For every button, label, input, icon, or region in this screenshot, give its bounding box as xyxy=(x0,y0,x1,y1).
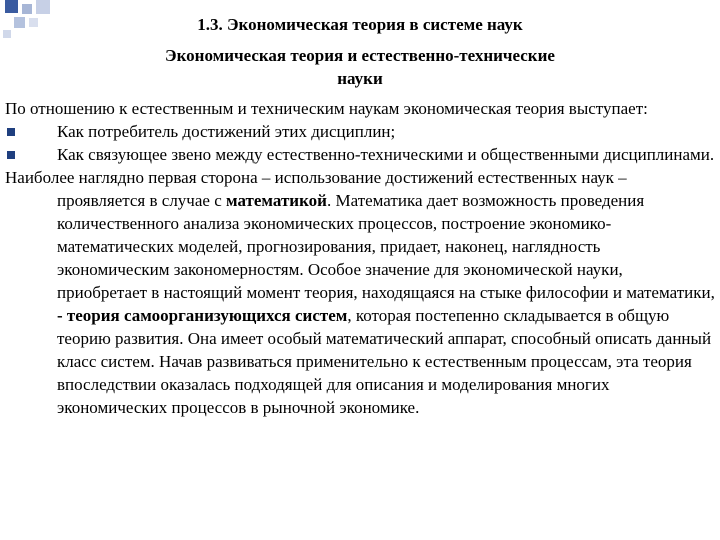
main-paragraph xyxy=(5,166,717,419)
decor-square xyxy=(36,0,50,14)
decor-square xyxy=(22,4,32,14)
bullet-item xyxy=(5,143,717,166)
square-bullet-icon xyxy=(7,151,15,159)
square-bullet-icon xyxy=(7,128,15,136)
paragraph-text: , которая постепенно складывается в общую теорию развития. Она имеет особый математический аппарат, способный описать данный класс систем. Начав развиваться применительно к естественным процессам, эта теория впоследствии оказалась подходящей для описания и моделирования многих экономических процессов в рыночной экономике. xyxy=(57,306,712,417)
bullet-text: Как связующее звено между естественно-техническими и общественными дисциплинами. xyxy=(57,145,715,164)
emphasis-self-organizing-systems: - теория самоорганизующихся систем xyxy=(57,306,348,325)
slide-subtitle-line1: Экономическая теория и естественно-технические xyxy=(165,46,555,65)
section-title: 1.3. Экономическая теория в системе наук xyxy=(197,15,523,34)
paragraph-text: . Математика дает возможность проведения количественного анализа экономических процессов, построение экономико-математических моделей, прогнозирования, придает, наконец, наглядность экономическим закономерностям. Особое значение для экономической науки, приобретает в настоящий момент теория, находящаяся на стыке философии и математики, xyxy=(57,191,715,302)
emphasis-mathematics: математикой xyxy=(226,191,327,210)
intro-text: По отношению к естественным и техническим наукам экономическая теория выступает: xyxy=(5,99,648,118)
slide-body xyxy=(5,97,717,419)
slide-subtitle-line2: науки xyxy=(337,69,383,88)
bullet-item xyxy=(5,120,717,143)
paragraph-text: Наиболее наглядно первая сторона – использование достижений естественных наук – проявляется в случае с xyxy=(5,168,627,210)
decor-square xyxy=(5,0,18,13)
bullet-text: Как потребитель достижений этих дисциплин; xyxy=(57,122,396,141)
